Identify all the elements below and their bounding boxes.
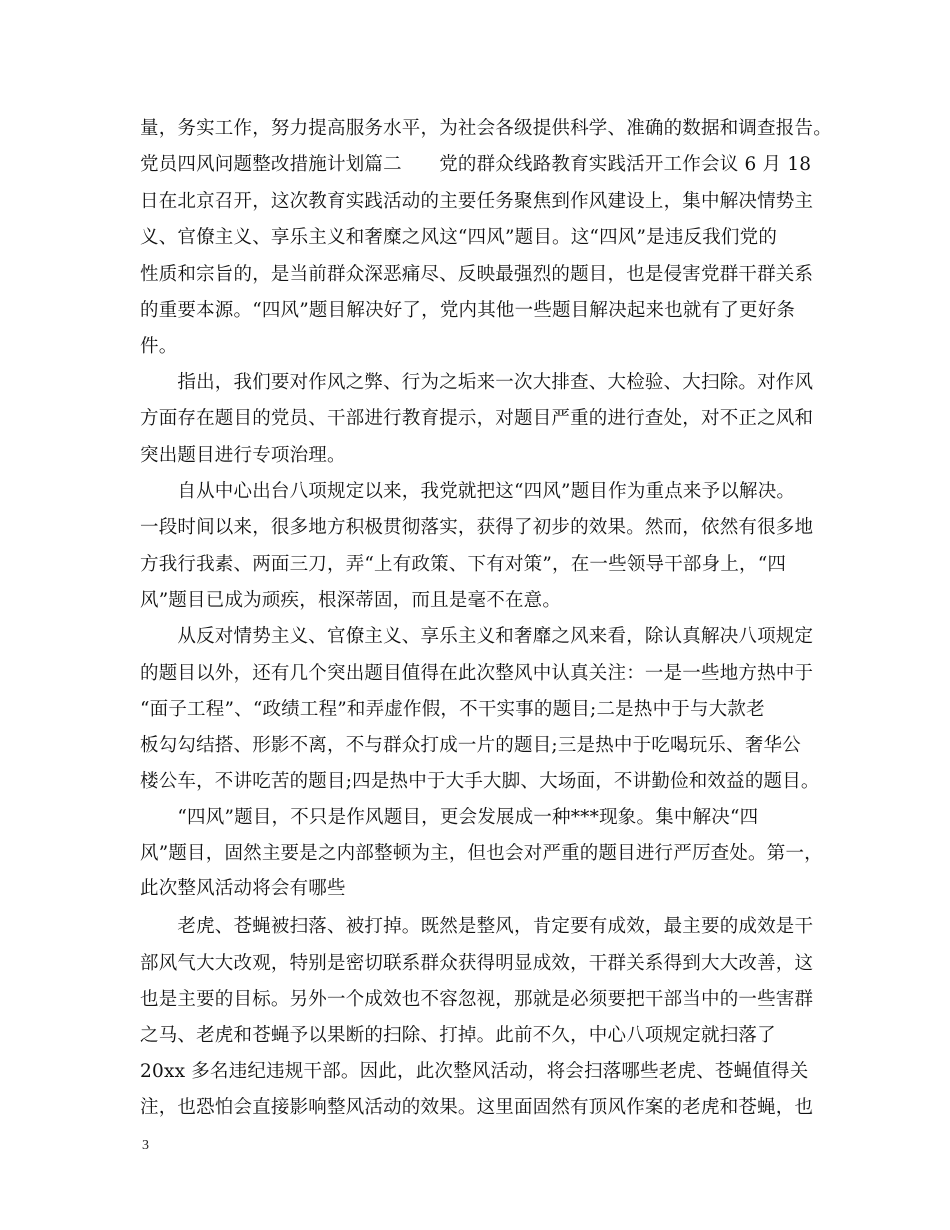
text-line: 的题目以外，还有几个突出题目值得在此次整风中认真关注：一是一些地方热中于 — [140, 663, 814, 684]
text-line: 义、官僚主义、享乐主义和奢糜之风这“四风”题目。这“四风”是违反我们党的 — [140, 227, 778, 248]
text-line: 风”题目，固然主要是之内部整顿为主，但也会对严重的题目进行严厉查处。第一， — [140, 843, 823, 864]
text-line: 日在北京召开，这次教育实践活动的主要任务聚焦到作风建设上，集中解决情势主 — [140, 191, 814, 212]
page-number: 3 — [142, 1138, 149, 1153]
text-line: 老虎、苍蝇被扫落、被打掉。既然是整风，肯定要有成效，最主要的成效是干 — [140, 916, 814, 937]
text-line: 自从中心出台八项规定以来，我党就把这“四风”题目作为重点来予以解决。 — [140, 481, 796, 502]
text-line: 的重要本源。“四风”题目解决好了，党内其他一些题目解决起来也就有了更好条 — [140, 300, 796, 321]
text-line: 之马、老虎和苍蝇予以果断的扫除、打掉。此前不久，中心八项规定就扫落了 — [140, 1025, 776, 1046]
text-line: 一段时间以来，很多地方积极贯彻落实，获得了初步的效果。然而，依然有很多地 — [140, 517, 814, 538]
text-line: 量，务实工作，努力提高服务水平，为社会各级提供科学、准确的数据和调查报告。 — [140, 118, 832, 139]
text-line: 突出题目进行专项治理。 — [140, 445, 346, 466]
text-line: 20xx 多名违纪违规干部。因此，此次整风活动，将会扫落哪些老虎、苍蝇值得关 — [140, 1061, 809, 1082]
text-line: 指出，我们要对作风之弊、行为之垢来一次大排查、大检验、大扫除。对作风 — [140, 372, 814, 393]
text-line: 风”题目已成为顽疾，根深蒂固，而且是毫不在意。 — [140, 590, 562, 611]
text-line: 也是主要的目标。另外一个成效也不容忽视，那就是必须要把干部当中的一些害群 — [140, 989, 814, 1010]
text-line: “四风”题目，不只是作风题目，更会发展成一种***现象。集中解决“四 — [140, 807, 759, 828]
text-line: 从反对情势主义、官僚主义、享乐主义和奢靡之风来看，除认真解决八项规定 — [140, 626, 814, 647]
text-line: 方我行我素、两面三刀，弄“上有政策、下有对策”，在一些领导干部身上，“四 — [140, 554, 787, 575]
text-line: “面子工程”、“政绩工程”和弄虚作假，不干实事的题目;二是热中于与大款老 — [140, 699, 765, 720]
text-line: 楼公车，不讲吃苦的题目;四是热中于大手大脚、大场面，不讲勤俭和效益的题目。 — [140, 771, 820, 792]
text-line: 板勾勾结搭、形影不离，不与群众打成一片的题目;三是热中于吃喝玩乐、奢华公 — [140, 735, 801, 756]
text-line: 部风气大大改观，特别是密切联系群众获得明显成效，干群关系得到大大改善，这 — [140, 953, 814, 974]
text-line: 性质和宗旨的，是当前群众深恶痛尽、反映最强烈的题目，也是侵害党群干群关系 — [140, 264, 814, 285]
text-line: 件。 — [140, 336, 178, 357]
text-line: 注，也恐怕会直接影响整风活动的效果。这里面固然有顶风作案的老虎和苍蝇，也 — [140, 1097, 814, 1118]
text-line: 此次整风活动将会有哪些 — [140, 878, 346, 899]
text-line: 方面存在题目的党员、干部进行教育提示，对题目严重的进行查处，对不正之风和 — [140, 408, 814, 429]
text-line: 党员四风问题整改措施计划篇二 党的群众线路教育实践活开工作会议 6 月 18 — [140, 154, 812, 175]
